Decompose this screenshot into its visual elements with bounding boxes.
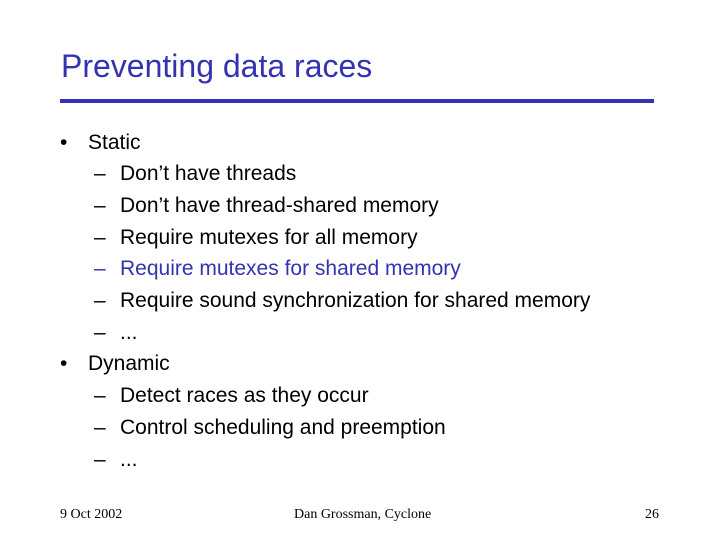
sub-item — [94, 447, 138, 473]
dash-marker: – — [94, 416, 106, 439]
bullet-marker: • — [60, 352, 68, 375]
sub-item-text: Detect races as they occur — [120, 384, 369, 407]
footer-page-number: 26 — [645, 507, 659, 522]
slide-title: Preventing data races — [61, 48, 373, 84]
sub-item — [94, 288, 590, 314]
dash-marker: – — [94, 162, 106, 185]
bullet-static — [60, 130, 141, 156]
sub-item-text: Require mutexes for all memory — [120, 226, 418, 249]
sub-item-highlighted — [94, 256, 461, 282]
dash-marker: – — [94, 384, 106, 407]
sub-item-text: Control scheduling and preemption — [120, 416, 446, 439]
bullet-label: Static — [88, 131, 141, 154]
dash-marker: – — [94, 321, 106, 344]
bullet-dynamic — [60, 351, 170, 377]
sub-item — [94, 320, 138, 346]
sub-item — [94, 193, 439, 219]
sub-item — [94, 161, 296, 187]
sub-item-text: Don’t have threads — [120, 162, 297, 185]
bullet-label: Dynamic — [88, 352, 170, 375]
dash-marker: – — [94, 226, 106, 249]
dash-marker: – — [94, 448, 106, 471]
sub-item-text: Require sound synchronization for shared memory — [120, 289, 591, 312]
bullet-marker: • — [60, 131, 68, 154]
sub-item-text: Don’t have thread-shared memory — [120, 194, 439, 217]
sub-item — [94, 383, 369, 409]
sub-item-text: Require mutexes for shared memory — [120, 257, 461, 280]
dash-marker: – — [94, 194, 106, 217]
sub-item-text: ... — [120, 321, 138, 344]
sub-item — [94, 225, 418, 251]
footer-author: Dan Grossman, Cyclone — [294, 507, 432, 522]
sub-item-text: ... — [120, 448, 138, 471]
footer-date: 9 Oct 2002 — [60, 507, 123, 522]
dash-marker: – — [94, 257, 106, 280]
sub-item — [94, 415, 446, 441]
dash-marker: – — [94, 289, 106, 312]
